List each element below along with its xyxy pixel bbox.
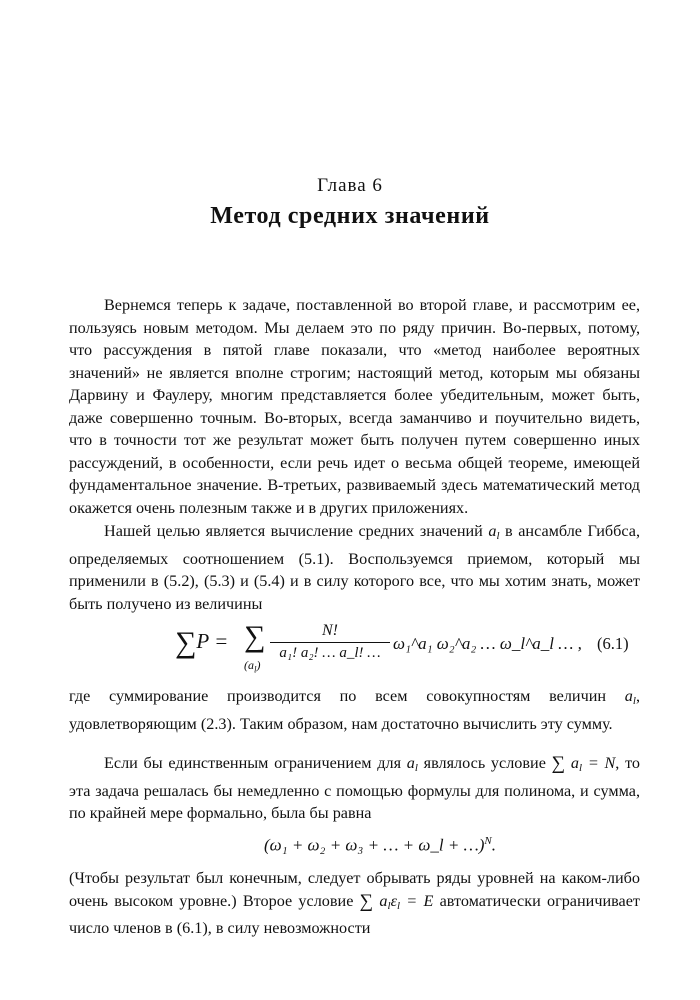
fraction xyxy=(270,622,390,662)
equation-lhs: ∑P = xyxy=(175,626,229,659)
summation-index: $(a_l)$ xyxy=(244,658,261,675)
text-run: где суммирование производится по всем совокупностям величин xyxy=(69,687,625,705)
chapter-title: Метод средних значений xyxy=(210,203,490,229)
text-run: автоматически ограничивает число членов в (6.1), в силу невозможности xyxy=(69,891,640,937)
paragraph-intro: Вернемся теперь к задаче, поставленной во второй главе, и рассмотрим ее, пользуясь новым методом. Мы делаем это по ряду причин. Во-первых, потому, что рассуждения в пятой главе показали, что «метод наиболее вероятных значений» не является вполне строгим; настоящий метод, которым мы обязаны Дарвину и Фаулеру, многим представляется более убедительным, может быть, даже совершенно точным. Во-вторых, всегда заманчиво и поучительно видеть, что в точности тот же результат может быть получен путем совершенно иных рассуждений, в особенности, если речь идет о весьма общей теореме, имеющей фундаментальное значение. В-третьих, развиваемый здесь математический метод окажется очень полезным также и в других приложениях. xyxy=(69,296,640,517)
paragraph-summation xyxy=(69,685,640,735)
omega-product: ω₁^a₁ ω₂^a₂ … ω_l^a_l … , xyxy=(393,634,582,653)
fraction-numerator: N! xyxy=(270,622,390,643)
polynomial-expression: (ω₁ + ω₂ + ω₃ + … + ω_l + …)$^N$. xyxy=(264,835,496,855)
fraction-denominator: a₁! a₂! … a_l! … xyxy=(279,645,381,661)
chapter-label: Глава 6 xyxy=(317,175,383,196)
paragraph-energy-condition xyxy=(69,867,640,940)
text-run: являлось условие xyxy=(417,754,552,772)
text-run: Если бы единственным ограничением для xyxy=(104,754,407,772)
math-a-l: $a_l$ xyxy=(624,687,636,707)
math-a-l: $a_l$ xyxy=(406,754,418,774)
math-constraint-n: ∑ $a_l = N$ xyxy=(551,753,616,774)
summation-sign: ∑ xyxy=(244,620,266,653)
text-run: , удовлетворяющим (2.3). Таким образом, нам достаточно вычислить эту сумму. xyxy=(69,687,640,733)
paragraph-goal xyxy=(69,520,640,615)
text-run: Нашей целью является вычисление средних значений xyxy=(104,522,489,540)
text-run: в ансамбле Гиббса, определяемых соотношением (5.1). Воспользуемся приемом, который мы применили в (5.2), (5.3) и (5.4) и в силу которого все, что мы хотим знать, может быть получено из величины xyxy=(69,522,640,613)
math-a-l: $a_l$ xyxy=(488,522,500,542)
math-constraint-e: ∑ $a_l\varepsilon_l = E$ xyxy=(359,890,434,912)
text-run: , то эта задача решалась бы немедленно с помощью формулы для полинома, и сумма, по крайней мере формально, была бы равна xyxy=(69,754,641,822)
equation-number: (6.1) xyxy=(597,634,629,653)
text-run: (Чтобы результат был конечным, следует обрывать ряды уровней на каком-либо очень высоком уровне.) Второе условие xyxy=(69,869,640,910)
paragraph-constraint xyxy=(69,752,640,825)
equation-6-1 xyxy=(0,622,700,678)
